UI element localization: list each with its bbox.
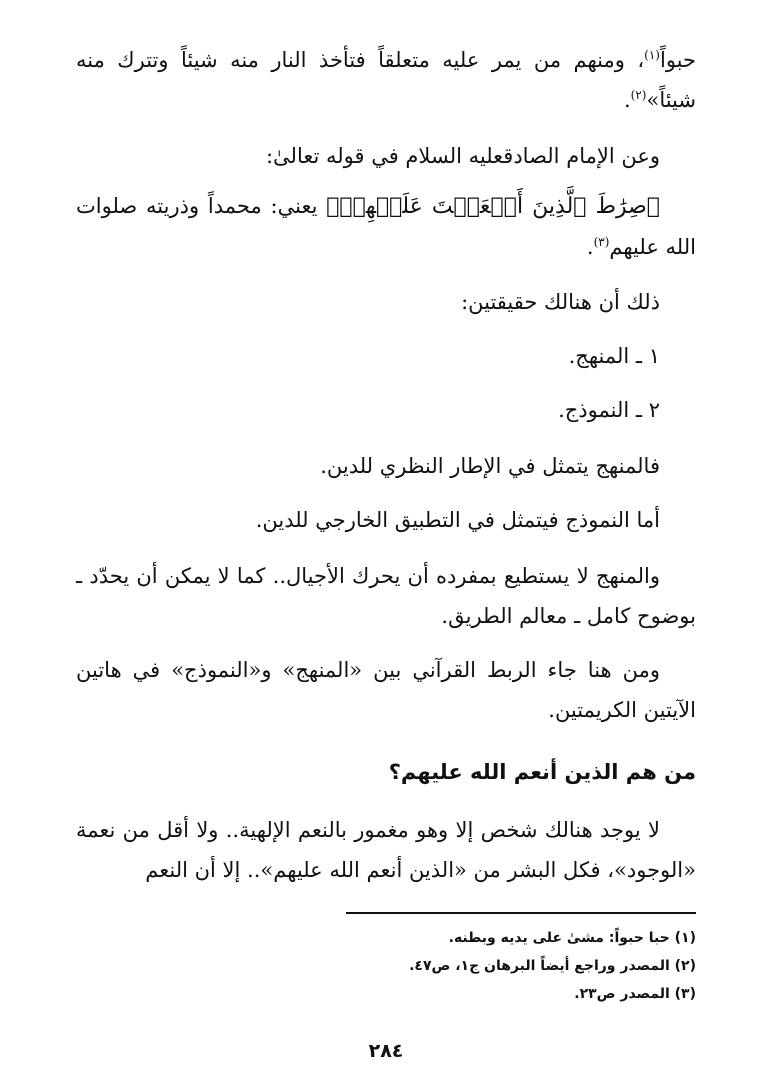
paragraph-1: [76, 40, 696, 120]
paragraph-8: أما النموذج فيتمثل في التطبيق الخارجي للدين.: [255, 508, 660, 532]
paragraph-11: لا يوجد هنالك شخص إلا وهو مغمور بالنعم الإلهية.. ولا أقل من نعمة «الوجود»، فكل البشر من «الذين أنعم الله عليهم».. إلا أن النعم: [76, 818, 696, 882]
paragraph-3-text: يعني: محمداً وذريته صلوات الله عليهم: [76, 194, 696, 259]
paragraph-9: والمنهج لا يستطيع بمفرده أن يحرك الأجيال.. كما لا يمكن أن يحدّد ـ بوضوح كامل ـ معالم الطريق.: [76, 564, 696, 628]
section-heading: من هم الذين أنعم الله عليهم؟: [388, 760, 696, 784]
footnote-2: (٢) المصدر وراجع أيضاً البرهان ج١، ص٤٧.: [409, 958, 696, 974]
footnote-divider: [346, 912, 696, 914]
paragraph-2: وعن الإمام الصادقعليه السلام في قوله تعالىٰ:: [265, 144, 660, 168]
paragraph-10: ومن هنا جاء الربط القرآني بين «المنهج» و«النموذج» في هاتين الآيتين الكريمتين.: [76, 658, 696, 722]
footnote-ref-3: (٣): [593, 235, 610, 249]
paragraph-1-text-b: ، ومنهم من يمر عليه متعلقاً فتأخذ النار منه شيئاً وتترك منه شيئاً»: [76, 48, 696, 112]
footnote-ref-1: (١): [644, 48, 660, 62]
footnote-3: (٣) المصدر ص٢٣.: [574, 986, 696, 1002]
footnote-ref-2: (٢): [630, 88, 647, 102]
footnote-1: (١) حبا حبواً: مشىٰ على يديه وبطنه.: [448, 930, 696, 946]
paragraph-7: فالمنهج يتمثل في الإطار النظري للدين.: [320, 454, 660, 478]
quran-verse: ﴿صِرَٰطَ ٱلَّذِينَ أَنۡعَمۡتَ عَلَيۡهِمۡ﴾: [326, 194, 660, 219]
paragraph-1-end: .: [623, 88, 631, 112]
list-item-1: ١ ـ المنهج.: [568, 344, 660, 368]
footnotes: [76, 924, 696, 1008]
paragraph-3: [76, 186, 696, 267]
paragraph-3-end: .: [586, 235, 594, 259]
list-item-2: ٢ ـ النموذج.: [558, 398, 660, 422]
paragraph-1-text-a: حبواً: [659, 48, 696, 72]
paragraph-4: ذلك أن هنالك حقيقتين:: [461, 290, 660, 314]
page-number: ٢٨٤: [368, 1040, 404, 1062]
